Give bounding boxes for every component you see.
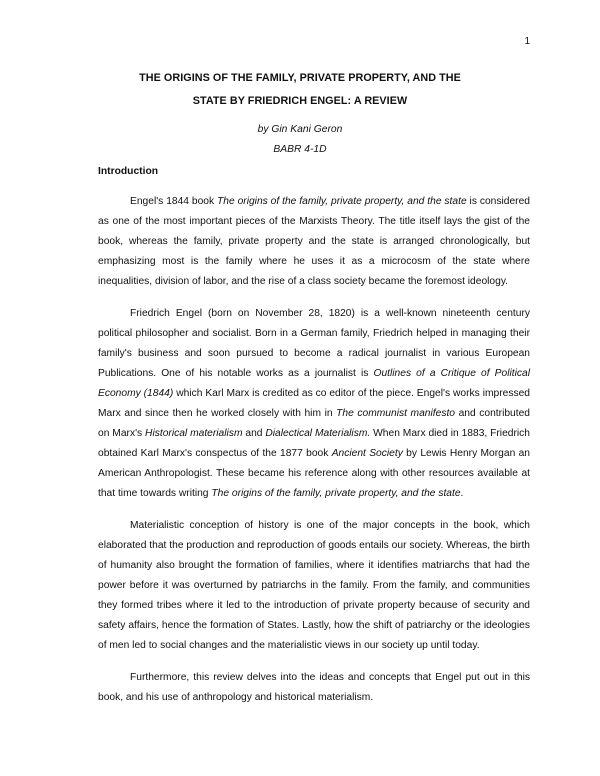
paragraph-1-text: Engel's 1844 book <box>130 196 218 207</box>
paragraph-1 <box>98 192 530 292</box>
page-number: 1 <box>524 36 530 47</box>
paragraph-2-text: and <box>242 428 266 439</box>
paragraph-2 <box>98 304 530 504</box>
work-title-italic: Dialectical Materialism. <box>265 428 371 439</box>
paragraph-4: Furthermore, this review delves into the ideas and concepts that Engel put out in this book, and his use of anthropology and historical materialism. <box>98 672 530 703</box>
document-title <box>90 67 510 113</box>
paragraph-2-text: by Lewis Henry Morgan an American Anthropologist. These became his reference along with other resources available at that time towards writing <box>98 448 530 499</box>
paragraph-2-text: . <box>460 488 464 499</box>
paragraph-2-text: Friedrich Engel (born on November 28, 1820) is a well-known nineteenth century political philosopher and socialist. Born in a German family, Friedrich helped in managing their family's business and soon pursued to become a radical journalist in various European Publications. One of his notable works as a journalist is <box>98 308 530 379</box>
paragraph-3: Materialistic conception of history is one of the major concepts in the book, which elaborated that the production and reproduction of goods entails our society. Whereas, the birth of humanity also brought the formation of families, where it identifies matriarchs that had the power before it was overturned by patriarchs in the family. From the family, and communities they formed tribes where it led to the introduction of private property because of security and safety affairs, hence the formation of States. Lastly, how the shift of patriarchy or the ideologies of men led to social changes and the materialistic views in our society up until today. <box>98 520 530 651</box>
paragraph-2-text: and contributed on Marx's <box>98 408 530 439</box>
book-title-italic: The origins of the family, private property, and the state <box>211 488 461 499</box>
title-line-1: THE ORIGINS OF THE FAMILY, PRIVATE PROPERTY, AND THE <box>139 72 461 84</box>
work-title-italic: Ancient Society <box>331 448 403 459</box>
title-line-2: STATE BY FRIEDRICH ENGEL: A REVIEW <box>192 95 408 107</box>
author-name: by Gin Kani Geron <box>257 124 343 135</box>
book-title-italic: The origins of the family, private property, and the state <box>217 196 467 207</box>
paragraph-2-text: When Marx died in 1883, Friedrich obtained Karl Marx's conspectus of the 1877 book <box>98 428 531 459</box>
work-title-italic: Historical materialism <box>145 428 243 439</box>
section-heading: Introduction <box>98 166 159 177</box>
work-title-italic: Outlines of a Critique of Political Economy (1844) <box>98 368 530 399</box>
body-text <box>98 192 530 720</box>
paragraph-1-text: is considered as one of the most important pieces of the Marxists Theory. The title itself lays the gist of the book, whereas the family, private property and the state is arranged chronologically, but emphasizing most is the family where he uses it as a microcosm of the state where inequalities, division of labor, and the rise of a class society became the foremost ideology. <box>98 196 530 287</box>
course-section: BABR 4-1D <box>273 144 327 155</box>
work-title-italic: The communist manifesto <box>336 408 455 419</box>
paragraph-2-text: which Karl Marx is credited as co editor of the piece. Engel's works impressed Marx and since then he worked closely with him in <box>98 388 530 419</box>
byline <box>90 120 510 160</box>
